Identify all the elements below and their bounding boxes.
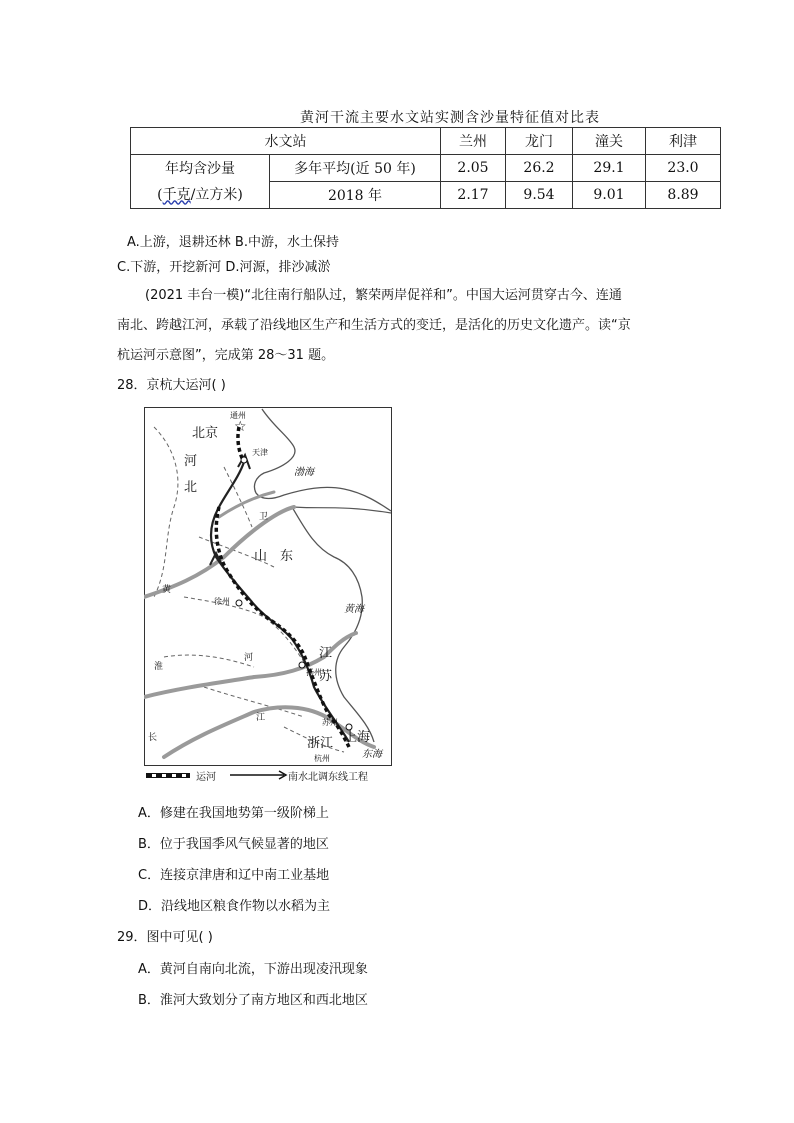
- row-label-2018: 2018 年: [270, 182, 441, 209]
- cell-value: 23.0: [646, 155, 721, 182]
- row-label-cell: [131, 155, 270, 209]
- map-label-yangzhou: 扬州: [306, 668, 322, 677]
- map-label-hangzhou: 杭州: [314, 754, 330, 763]
- header-lanzhou: 兰州: [441, 128, 506, 155]
- map-label-jiangsu-1: 江: [319, 646, 333, 661]
- intro-line2: 南北、跨越江河，承载了沿线地区生产和生活方式的变迁，是活化的历史文化遗产。读“京: [117, 318, 631, 333]
- question-29-option-a: A．黄河自南向北流，下游出现凌汛现象: [138, 962, 368, 977]
- yangzhou-marker: [299, 662, 305, 668]
- question-29-option-b: B．淮河大致划分了南方地区和西北地区: [138, 993, 368, 1008]
- row-label-avg: 多年平均(近 50 年): [270, 155, 441, 182]
- map-label-shandong: 山 东: [254, 549, 294, 564]
- prev-options-line1: A.上游，退耕还林 B.中游，水土保持: [127, 235, 339, 250]
- table-header-row: [131, 128, 721, 155]
- map-label-shanghai: 上海: [344, 730, 371, 745]
- row-label-line1: 年均含沙量: [165, 160, 235, 177]
- question-29-stem: 29．图中可见( ): [117, 930, 213, 945]
- cell-value: 2.05: [441, 155, 506, 182]
- map-label-bohai: 渤海: [294, 467, 314, 478]
- question-28-option-a: A．修建在我国地势第一级阶梯上: [138, 806, 329, 821]
- prev-options-line2: C.下游，开挖新河 D.河源，排沙减淤: [117, 260, 331, 275]
- cell-value: 9.54: [506, 182, 573, 209]
- cell-value: 29.1: [573, 155, 646, 182]
- cell-value: 26.2: [506, 155, 573, 182]
- header-lijin: 利津: [646, 128, 721, 155]
- legend-canal-label: 运河: [196, 772, 216, 783]
- map-label-donghai: 东海: [362, 749, 382, 760]
- grand-canal-map: [144, 407, 392, 785]
- sediment-table: [130, 127, 721, 209]
- map-label-huanghai: 黄海: [344, 604, 364, 615]
- row-label-unit: (千克/立方米): [157, 186, 243, 203]
- intro-line1: (2021 丰台一模)“北往南行船队过，繁荣两岸促祥和”。中国大运河贯穿古今、连通: [145, 288, 622, 303]
- tianjin-marker: [241, 457, 247, 463]
- question-28-option-d: D．沿线地区粮食作物以水稻为主: [138, 899, 331, 914]
- question-28-stem: 28．京杭大运河( ): [117, 378, 226, 393]
- map-label-zhejiang: 浙江: [307, 736, 334, 751]
- cell-value: 2.17: [441, 182, 506, 209]
- table-title: 黄河干流主要水文站实测含沙量特征值对比表: [300, 110, 600, 126]
- intro-line3: 杭运河示意图”，完成第 28～31 题。: [117, 348, 335, 363]
- header-station: 水文站: [131, 128, 441, 155]
- cell-value: 9.01: [573, 182, 646, 209]
- map-label-jiang: 江: [256, 713, 266, 723]
- map-label-hebei-2: 北: [184, 480, 198, 495]
- map-label-beijing: 北京: [192, 426, 219, 441]
- map-label-huai: 淮: [154, 662, 164, 672]
- header-tongguan: 潼关: [573, 128, 646, 155]
- map-label-hebei-1: 河: [184, 454, 198, 469]
- map-label-tongzhou: 通州: [230, 411, 246, 420]
- legend-south-north-label: 南水北调东线工程: [288, 772, 368, 783]
- map-label-he: 河: [244, 653, 254, 663]
- map-frame: [145, 408, 392, 766]
- map-label-huang: 黄: [162, 585, 172, 595]
- map-legend: [146, 770, 368, 783]
- table-row: [131, 155, 721, 182]
- xuzhou-marker: [236, 600, 242, 606]
- map-label-xuzhou: 徐州: [214, 597, 230, 606]
- map-label-jiangsu-2: 苏: [319, 669, 333, 684]
- header-longmen: 龙门: [506, 128, 573, 155]
- map-label-tianjin: 天津: [252, 448, 268, 457]
- question-28-option-c: C．连接京津唐和辽中南工业基地: [138, 868, 330, 883]
- map-label-wei: 卫: [259, 512, 269, 522]
- question-28-option-b: B．位于我国季风气候显著的地区: [138, 837, 329, 852]
- capital-star-icon: ☆: [234, 419, 247, 435]
- cell-value: 8.89: [646, 182, 721, 209]
- map-label-chang: 长: [148, 733, 158, 743]
- map-label-suzhou: 苏州: [322, 718, 338, 727]
